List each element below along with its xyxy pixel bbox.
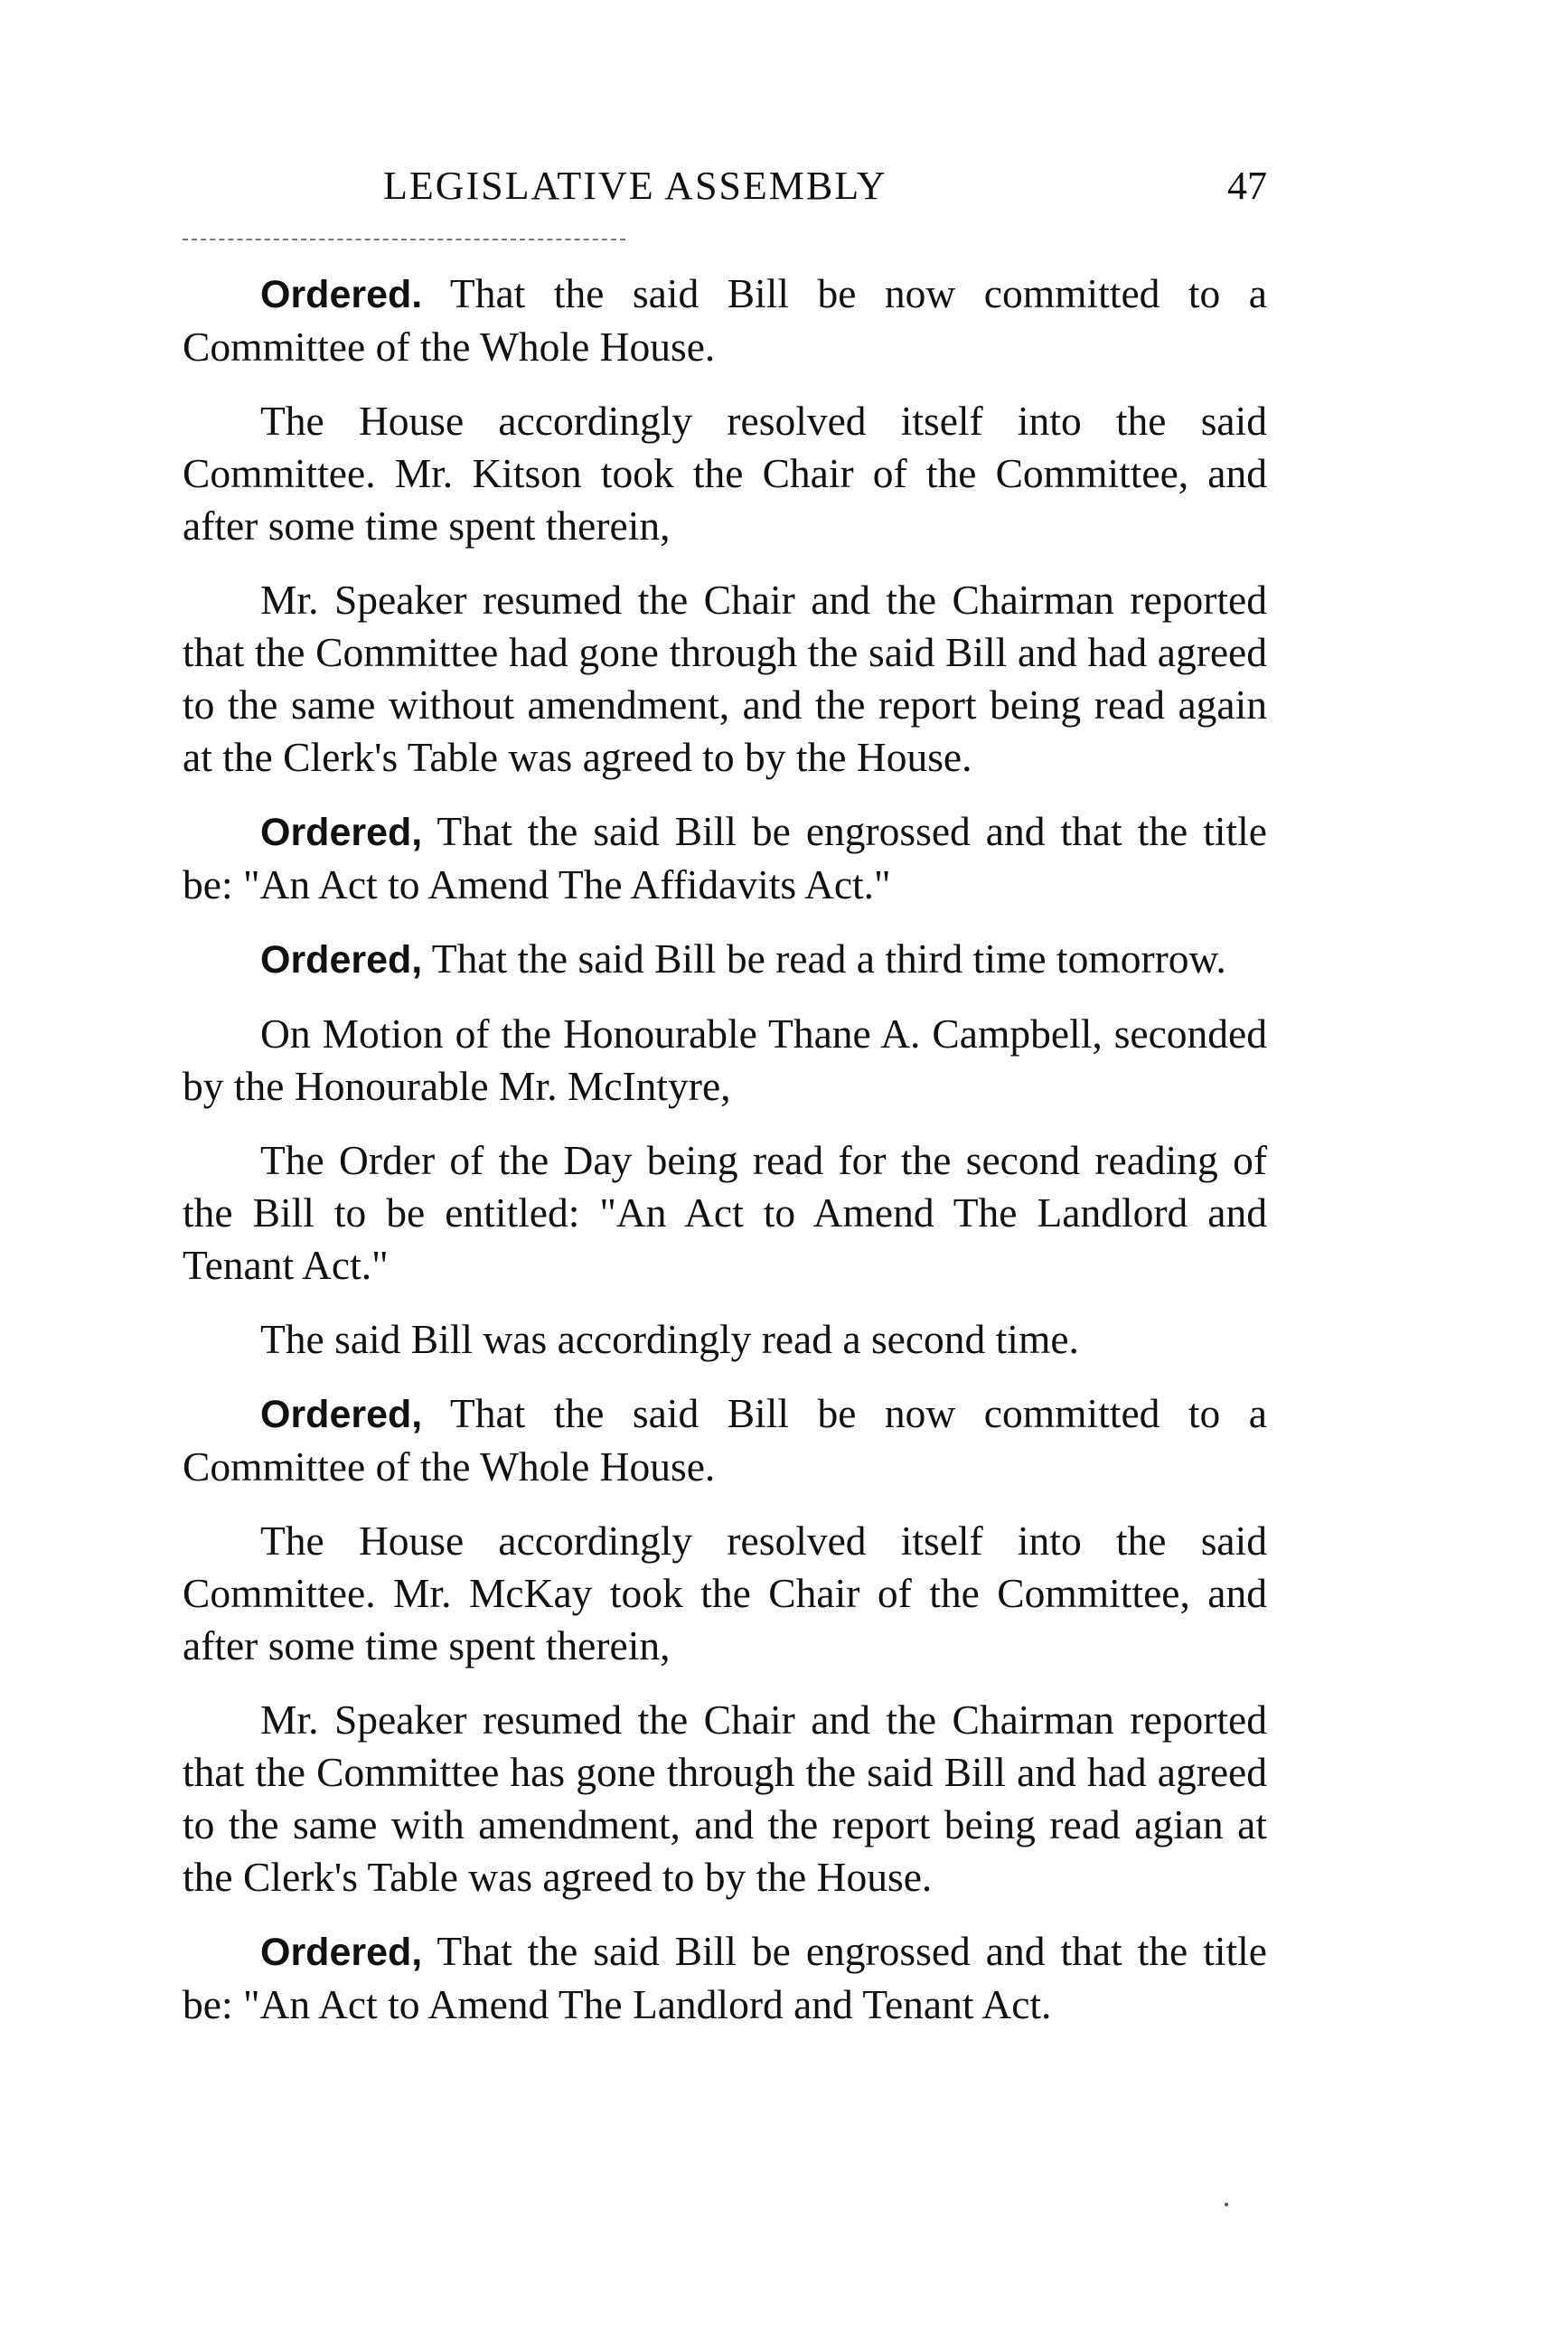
print-speck bbox=[1225, 2203, 1228, 2206]
page-header bbox=[183, 163, 1267, 226]
paragraph-text: Mr. Speaker resumed the Chair and the Chairman reported that the Committee had gone through the said Bill and had agreed to the same without amendment, and the report being read again at the Clerk's Table was agreed to by the House. bbox=[183, 577, 1267, 780]
paragraph bbox=[183, 1008, 1267, 1113]
paragraph bbox=[183, 1694, 1267, 1904]
paragraph bbox=[183, 1925, 1267, 2031]
paragraph bbox=[183, 933, 1267, 986]
paragraph bbox=[183, 1387, 1267, 1493]
paragraph-text: Mr. Speaker resumed the Chair and the Chairman reported that the Committee has gone through the said Bill and had agreed to the same with amendment, and the report being read agian at the Clerk's Table was agreed to by the House. bbox=[183, 1697, 1267, 1900]
paragraph-lead: Ordered. bbox=[260, 273, 423, 316]
paragraph-text: That the said Bill be engrossed and that the title be: "An Act to Amend The Landlord and Tenant Act. bbox=[183, 1928, 1267, 2027]
paragraph-text: That the said Bill be engrossed and that the title be: "An Act to Amend The Affidavits Act." bbox=[183, 808, 1267, 907]
paragraph-text: The House accordingly resolved itself into the said Committee. Mr. McKay took the Chair of the Committee, and after some time spent therein, bbox=[183, 1518, 1267, 1668]
paragraph-text: The Order of the Day being read for the second reading of the Bill to be entitled: "An Act to Amend The Landlord and Tenant Act." bbox=[183, 1137, 1267, 1288]
page-number: 47 bbox=[1227, 164, 1267, 208]
paragraph bbox=[183, 395, 1267, 552]
paragraph-text: The House accordingly resolved itself into the said Committee. Mr. Kitson took the Chair of the Committee, and after some time spent therein, bbox=[183, 398, 1267, 549]
paragraph-lead: Ordered, bbox=[260, 938, 423, 982]
paragraph-text: That the said Bill be now committed to a Committee of the Whole House. bbox=[183, 1390, 1267, 1490]
paragraph-text: The said Bill was accordingly read a second time. bbox=[260, 1316, 1079, 1362]
header-rule bbox=[183, 239, 625, 240]
paragraph bbox=[183, 1313, 1267, 1366]
paragraph bbox=[183, 805, 1267, 911]
paragraph bbox=[183, 1515, 1267, 1672]
running-head: LEGISLATIVE ASSEMBLY bbox=[383, 164, 887, 208]
document-page bbox=[183, 163, 1267, 2053]
paragraph-text: That the said Bill be read a third time tomorrow. bbox=[422, 935, 1226, 982]
paragraph-lead: Ordered, bbox=[260, 811, 423, 854]
paragraph bbox=[183, 574, 1267, 784]
body-text bbox=[183, 268, 1267, 2031]
paragraph-lead: Ordered, bbox=[260, 1393, 423, 1436]
paragraph-text: That the said Bill be now committed to a Committee of the Whole House. bbox=[183, 270, 1267, 370]
paragraph bbox=[183, 268, 1267, 373]
paragraph bbox=[183, 1134, 1267, 1292]
paragraph-text: On Motion of the Honourable Thane A. Campbell, seconded by the Honourable Mr. McIntyre, bbox=[183, 1010, 1267, 1109]
paragraph-lead: Ordered, bbox=[260, 1931, 423, 1974]
